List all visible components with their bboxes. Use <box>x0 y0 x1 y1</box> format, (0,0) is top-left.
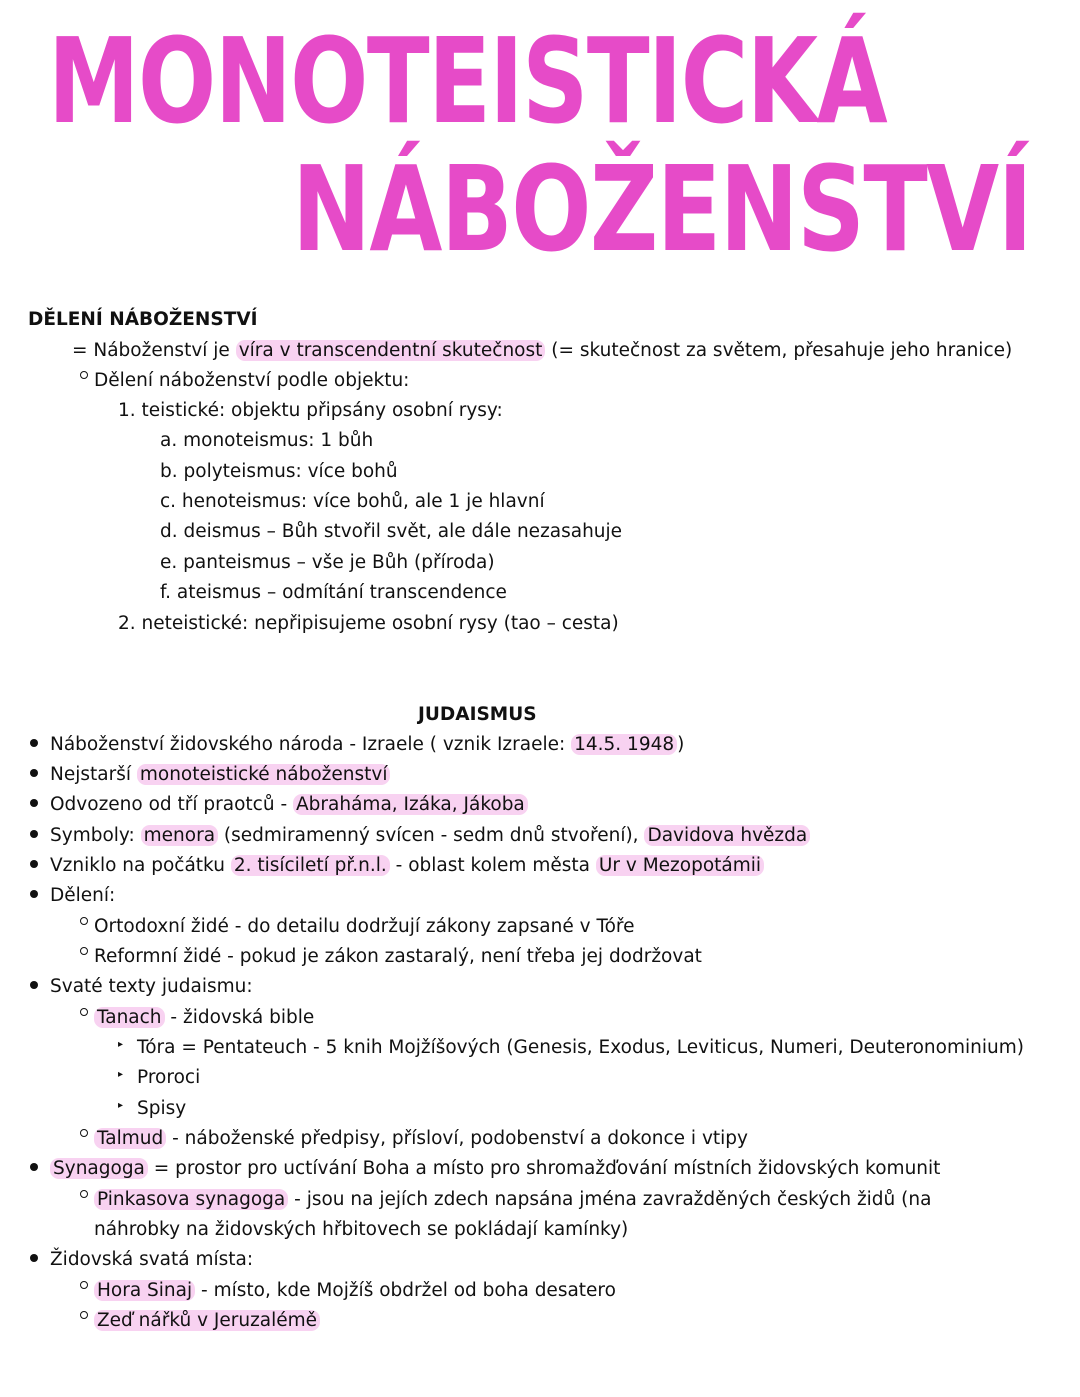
text: Spisy <box>137 1098 187 1119</box>
list-item <box>80 1126 748 1152</box>
text: Symboly: <box>50 825 141 846</box>
text: Ortodoxní židé - do detailu dodržují zákony zapsané v Tóře <box>94 916 635 937</box>
highlight: Abraháma, Izáka, Jákoba <box>293 794 528 815</box>
highlight: Ur v Mezopotámii <box>596 855 764 876</box>
text: Židovská svatá místa: <box>50 1249 254 1270</box>
text: ) <box>677 734 685 755</box>
list-item: c. henoteismus: více bohů, ale 1 je hlavní <box>160 491 545 512</box>
section-heading-judaismus: JUDAISMUS <box>418 704 537 725</box>
text: Náboženství židovského národa - Izraele ( vznik Izraele: <box>50 734 572 755</box>
list-item <box>80 1005 314 1031</box>
highlight: víra v transcendentní skutečnost <box>236 340 546 361</box>
text: - oblast kolem města <box>389 855 596 876</box>
triangle-bullet-icon: ▸ <box>118 1100 124 1111</box>
definition-line <box>72 338 1012 364</box>
highlight: 14.5. 1948 <box>571 734 677 755</box>
text: Reformní židé - pokud je zákon zastaralý, není třeba jej dodržovat <box>94 946 702 967</box>
text: Svaté texty judaismu: <box>50 976 253 997</box>
text: Nejstarší <box>50 764 137 785</box>
text: Vzniklo na počátku <box>50 855 231 876</box>
text: Tóra = Pentateuch - 5 knih Mojžíšových (Genesis, Exodus, Leviticus, Numeri, Deuteronominium) <box>137 1037 1024 1058</box>
list-item <box>80 944 702 970</box>
text: Dělení: <box>50 885 116 906</box>
circle-bullet-icon <box>80 371 88 379</box>
text: (= skutečnost za světem, přesahuje jeho hranice) <box>545 340 1013 361</box>
list-item <box>30 732 684 758</box>
highlight: Synagoga <box>50 1158 148 1179</box>
bullet-icon <box>30 799 38 807</box>
highlight: monoteistické náboženství <box>137 764 391 785</box>
list-item <box>80 914 635 940</box>
text: = prostor pro uctívání Boha a místo pro shromažďování místních židovských komunit <box>147 1158 941 1179</box>
list-item: e. panteismus – vše je Bůh (příroda) <box>160 552 495 573</box>
circle-bullet-icon <box>80 947 88 955</box>
highlight: menora <box>141 825 218 846</box>
list-item: b. polyteismus: více bohů <box>160 461 398 482</box>
bullet-icon <box>30 981 38 989</box>
list-item <box>30 823 810 849</box>
text: Proroci <box>137 1067 201 1088</box>
circle-bullet-icon <box>80 1008 88 1016</box>
list-item <box>30 1247 253 1273</box>
list-item <box>30 883 115 909</box>
list-item <box>30 792 528 818</box>
list-item: a. monoteismus: 1 bůh <box>160 430 374 451</box>
highlight: Davidova hvězda <box>644 825 810 846</box>
circle-bullet-icon <box>80 1190 88 1198</box>
circle-bullet-icon <box>80 1129 88 1137</box>
highlight: Hora Sinaj <box>94 1280 195 1301</box>
highlight: Zeď nářků v Jeruzalémě <box>94 1310 320 1331</box>
highlight: Talmud <box>94 1128 166 1149</box>
list-item <box>118 1096 186 1122</box>
bullet-icon <box>30 1254 38 1262</box>
title-line-1: MONOTEISTICKÁ <box>48 12 887 150</box>
list-item: 2. neteistické: nepřipisujeme osobní rysy (tao – cesta) <box>118 613 619 634</box>
list-item <box>80 1187 931 1213</box>
list-item <box>80 1308 320 1334</box>
bullet-icon <box>30 890 38 898</box>
highlight: Pinkasova synagoga <box>94 1189 288 1210</box>
text: - náboženské předpisy, přísloví, podobenství a dokonce i vtipy <box>166 1128 748 1149</box>
bullet-icon <box>30 769 38 777</box>
text: = Náboženství je <box>72 340 236 361</box>
bullet-icon <box>30 739 38 747</box>
list-item: f. ateismus – odmítání transcendence <box>160 582 507 603</box>
list-item: 1. teistické: objektu připsány osobní rysy: <box>118 400 503 421</box>
text: - židovská bible <box>164 1007 315 1028</box>
list-item: d. deismus – Bůh stvořil svět, ale dále nezasahuje <box>160 521 623 542</box>
list-item <box>80 1278 616 1304</box>
list-item <box>30 974 253 1000</box>
list-item-continuation: náhrobky na židovských hřbitovech se pokládají kamínky) <box>94 1219 629 1240</box>
list-item <box>30 762 390 788</box>
text: (sedmiramenný svícen - sedm dnů stvoření), <box>218 825 645 846</box>
text: Dělení náboženství podle objektu: <box>94 370 410 391</box>
bullet-icon <box>30 860 38 868</box>
list-item <box>30 853 764 879</box>
list-item <box>118 1065 200 1091</box>
text: - jsou na jejích zdech napsána jména zavražděných českých židů (na <box>288 1189 932 1210</box>
bullet-icon <box>30 830 38 838</box>
triangle-bullet-icon: ▸ <box>118 1069 124 1080</box>
list-item <box>118 1035 1024 1061</box>
list-item <box>30 1156 940 1182</box>
circle-bullet-icon <box>80 1281 88 1289</box>
bullet-icon <box>30 1163 38 1171</box>
highlight: Tanach <box>94 1007 165 1028</box>
circle-bullet-icon <box>80 917 88 925</box>
highlight: 2. tisíciletí př.n.l. <box>231 855 390 876</box>
text: Odvozeno od tří praotců - <box>50 794 294 815</box>
circle-bullet-icon <box>80 1311 88 1319</box>
title-line-2: NÁBOŽENSTVÍ <box>292 140 1032 278</box>
section-heading-deleni: DĚLENÍ NÁBOŽENSTVÍ <box>28 309 258 330</box>
text: - místo, kde Mojžíš obdržel od boha desatero <box>195 1280 616 1301</box>
triangle-bullet-icon: ▸ <box>118 1039 124 1050</box>
list-item <box>80 368 409 394</box>
